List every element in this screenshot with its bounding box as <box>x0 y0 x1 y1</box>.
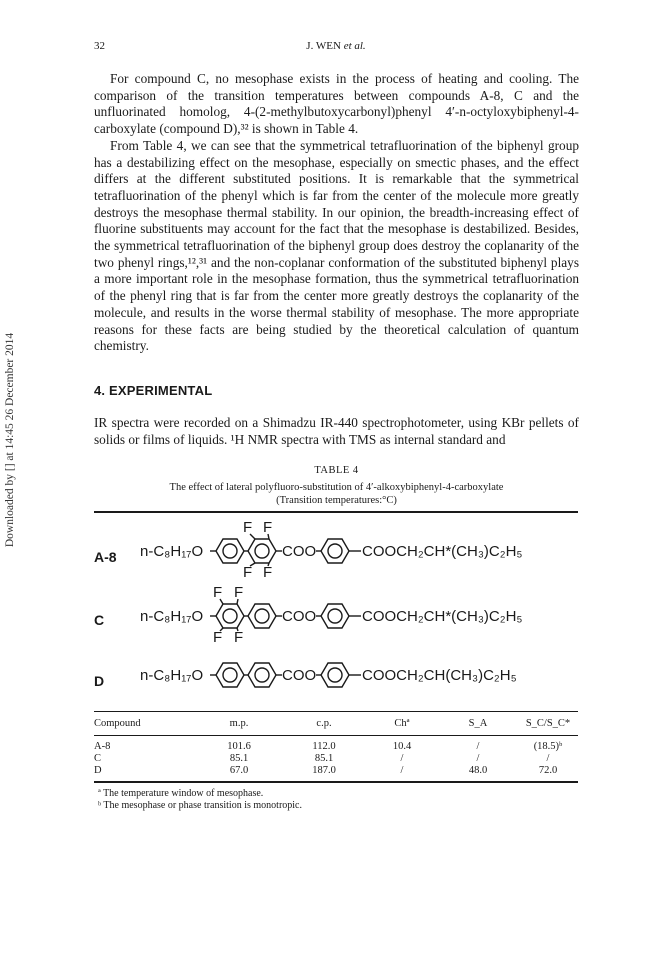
running-head: J. WEN et al. <box>306 40 366 52</box>
column-header: Compound <box>94 718 141 729</box>
table-row <box>94 765 578 778</box>
table-cell: / <box>400 753 404 764</box>
paragraph: From Table 4, we can see that the symmetrical tetrafluorination of the biphenyl group has a destabilizing effect on the mesophase, especially on smectic phases, and the effect differs at the different substituted positions. It is remarkable that the symmetrical tetrafluorination of the phenyl which is far from the center of the molecule more greatly destroys the mesophase thermal stability. In our opinion, the breadth-increasing effect of fluorine substituents may account for the fact that the mesophase is destabilized. Besides, the symmetrical tetrafluorination of the biphenyl group does destroy the coplanarity of the two phenyl rings,¹²,³¹ and the non-coplanar conformation of the substituted biphenyl plays a more important role in the mesophase formation, thus the symmetrical tetrafluorination of the phenyl ring that is far from the center more greatly destroys the coplanarity of the molecule, and results in the worse thermal stability of mesophase. The more appropriate reasons for these facts are being studied by the theoretical calculation of quantum chemistry. <box>94 137 579 354</box>
table-cell: (18.5)ᵇ <box>533 741 563 752</box>
structure-label: A-8 <box>94 549 117 565</box>
table-top-rule <box>94 511 578 513</box>
alkoxy-group: n-C₈H₁₇O <box>140 543 204 560</box>
table-cell: 187.0 <box>312 765 336 776</box>
alkoxy-group: n-C₈H₁₇O <box>140 667 204 684</box>
download-watermark <box>2 250 18 630</box>
column-header: S_A <box>468 718 488 729</box>
table-cell: 10.4 <box>392 741 412 752</box>
table-cell: 85.1 <box>314 753 334 764</box>
benzene-ring <box>248 604 276 628</box>
benzene-ring <box>321 663 349 687</box>
column-header: Chª <box>394 718 410 729</box>
benzene-ring <box>216 663 244 687</box>
download-note-text: Downloaded by [] at 14:45 26 December 2014 <box>4 332 16 548</box>
table-header-rule <box>94 711 578 712</box>
ester-linkage: COO <box>282 608 317 625</box>
table-cell: C <box>94 753 102 764</box>
structure-label: D <box>94 673 105 689</box>
fluorine-atom: F <box>243 564 253 580</box>
page-number: 32 <box>94 40 105 52</box>
fluorinated-benzene-ring <box>216 604 244 628</box>
benzene-ring <box>321 539 349 563</box>
structure-label: C <box>94 612 105 628</box>
footnote: ª The temperature window of mesophase. <box>98 788 264 799</box>
table-cell: A-8 <box>94 741 111 752</box>
benzene-ring <box>216 539 244 563</box>
structural-formula <box>140 644 590 704</box>
table-footnotes <box>98 788 302 812</box>
table-cell: D <box>94 765 102 776</box>
fluorine-atom: F <box>234 629 244 645</box>
table-cell: / <box>400 765 404 776</box>
structural-formula <box>140 585 590 645</box>
benzene-ring <box>321 604 349 628</box>
table-cell: / <box>546 753 550 764</box>
fluorine-atom: F <box>213 629 223 645</box>
fluorine-atom: F <box>263 520 273 536</box>
table-number: TABLE 4 <box>314 465 359 476</box>
table-cell: 67.0 <box>229 765 249 776</box>
discussion-text <box>94 71 579 355</box>
benzene-ring <box>248 663 276 687</box>
column-header: S_C/S_C* <box>525 718 571 729</box>
table-subtitle: (Transition temperatures:°C) <box>276 495 397 506</box>
fluorine-atom: F <box>263 564 273 580</box>
chiral-tail: COOCH₂CH*(CH₃)C₂H₅ <box>362 608 523 625</box>
fluorine-atom: F <box>213 585 223 601</box>
table-header-row <box>94 718 578 731</box>
ester-linkage: COO <box>282 667 317 684</box>
paragraph: For compound C, no mesophase exists in the process of heating and cooling. The comparison of the transition temperatures between compounds A-8, C and the unfluorinated homolog, 4-(2-methylbutoxycarbonyl)phenyl 4′-n-octyloxybiphenyl-4-carboxylate (compound D),³² is shown in Table 4. <box>94 71 579 137</box>
structural-formula <box>140 520 590 580</box>
table-cell: / <box>476 741 480 752</box>
table-cell: 48.0 <box>468 765 488 776</box>
table-cell: 101.6 <box>227 741 251 752</box>
table-bottom-rule <box>94 781 578 783</box>
table-cell: 72.0 <box>538 765 558 776</box>
table-caption <box>94 465 579 507</box>
ester-linkage: COO <box>282 543 317 560</box>
footnote: ᵇ The mesophase or phase transition is monotropic. <box>98 800 302 811</box>
column-header: c.p. <box>316 718 332 729</box>
table-cell: 112.0 <box>312 741 336 752</box>
section-heading: 4. EXPERIMENTAL <box>94 383 213 398</box>
page-header <box>94 40 578 56</box>
fluorine-atom: F <box>243 520 253 536</box>
fluorinated-benzene-ring <box>248 539 276 563</box>
alkoxy-group: n-C₈H₁₇O <box>140 608 204 625</box>
experimental-paragraph: IR spectra were recorded on a Shimadzu IR-440 spectrophotometer, using KBr pellets of solids or films of liquids. ¹H NMR spectra with TMS as internal standard and <box>94 415 579 447</box>
chiral-tail: COOCH₂CH*(CH₃)C₂H₅ <box>362 543 523 560</box>
racemic-tail: COOCH₂CH(CH₃)C₂H₅ <box>362 667 517 684</box>
column-header: m.p. <box>229 718 249 729</box>
fluorine-atom: F <box>234 585 244 601</box>
table-title: The effect of lateral polyfluoro-substitution of 4′-alkoxybiphenyl-4-carboxylate <box>169 482 504 493</box>
table-cell: / <box>476 753 480 764</box>
table-mid-rule <box>94 735 578 736</box>
table-cell: 85.1 <box>229 753 249 764</box>
